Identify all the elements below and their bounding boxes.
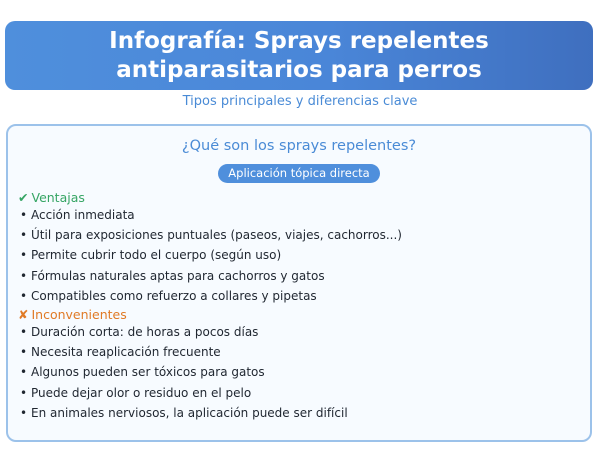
- disadvantage-text: Algunos pueden ser tóxicos para gatos: [31, 365, 265, 380]
- cross-icon: ✘: [18, 307, 29, 322]
- list-item: [20, 247, 402, 267]
- bullet-icon: •: [20, 405, 28, 420]
- bullet-icon: •: [20, 385, 28, 400]
- bullet-icon: •: [20, 248, 28, 263]
- page-subtitle: Tipos principales y diferencias clave: [182, 94, 418, 109]
- bullet-icon: •: [20, 268, 28, 283]
- bullet-icon: •: [20, 228, 28, 243]
- advantage-text: Compatibles como refuerzo a collares y pipetas: [31, 288, 317, 303]
- info-card: [6, 124, 592, 442]
- card-title: ¿Qué son los sprays repelentes?: [181, 138, 417, 154]
- list-item: [20, 405, 348, 425]
- bullet-icon: •: [20, 325, 28, 339]
- disadvantage-text: Puede dejar olor o residuo en el pelo: [31, 385, 252, 400]
- advantages-list: [20, 207, 402, 308]
- list-item: [20, 324, 348, 344]
- bullet-icon: •: [20, 345, 28, 360]
- advantages-label: Ventajas: [31, 190, 85, 205]
- check-icon: ✔: [18, 190, 29, 205]
- advantage-text: Acción inmediata: [31, 208, 135, 222]
- list-item: [20, 385, 348, 405]
- advantages-heading: [18, 190, 85, 206]
- list-item: [20, 227, 402, 247]
- bullet-icon: •: [20, 365, 28, 380]
- disadvantages-heading: [18, 307, 127, 323]
- list-item: [20, 207, 402, 227]
- bullet-icon: •: [20, 288, 28, 303]
- bullet-icon: •: [20, 208, 28, 222]
- list-item: [20, 344, 348, 364]
- list-item: [20, 268, 402, 288]
- disadvantages-label: Inconvenientes: [31, 307, 127, 322]
- disadvantage-text: Duración corta: de horas a pocos días: [31, 325, 259, 339]
- page-title: Infografía: Sprays repelentes antiparasitarios para perros: [109, 27, 489, 83]
- list-item: [20, 288, 402, 308]
- application-badge: Aplicación tópica directa: [218, 164, 379, 183]
- disadvantage-text: Necesita reaplicación frecuente: [31, 345, 221, 360]
- disadvantages-list: [20, 324, 348, 425]
- advantage-text: Útil para exposiciones puntuales (paseos, viajes, cachorros...): [31, 228, 402, 243]
- advantage-text: Fórmulas naturales aptas para cachorros y gatos: [31, 268, 325, 283]
- pill-container: [8, 164, 590, 183]
- disadvantage-text: En animales nerviosos, la aplicación puede ser difícil: [31, 405, 348, 420]
- list-item: [20, 364, 348, 384]
- advantage-text: Permite cubrir todo el cuerpo (según uso): [31, 248, 282, 263]
- title-banner: [5, 21, 593, 90]
